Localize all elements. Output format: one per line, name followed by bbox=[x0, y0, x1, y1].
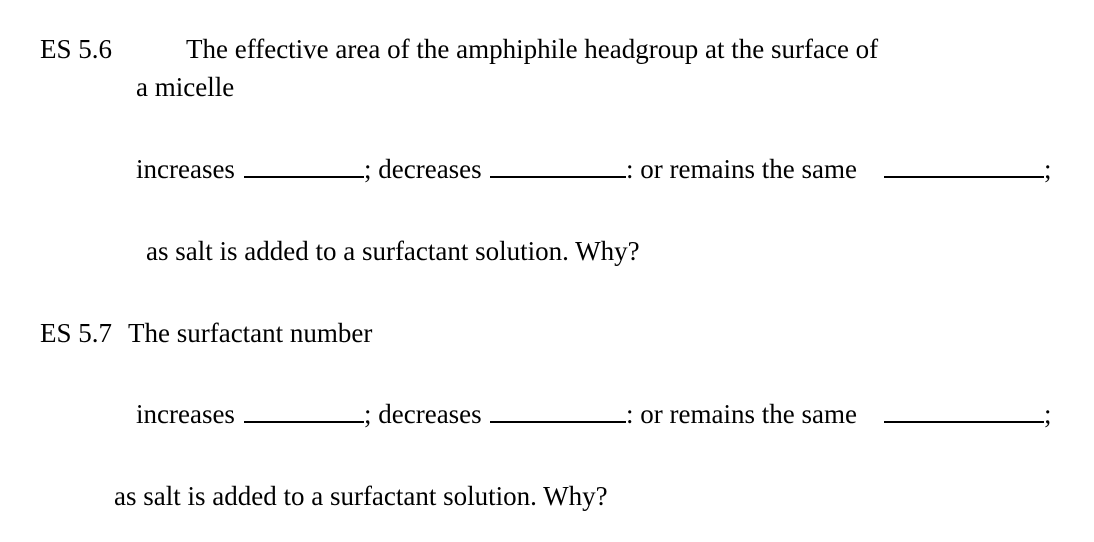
option-same-label: : or remains the same bbox=[626, 399, 857, 429]
question-5-7-title: The surfactant number bbox=[128, 318, 373, 348]
same-blank-line[interactable] bbox=[884, 421, 1044, 423]
increases-blank-line[interactable] bbox=[244, 176, 364, 178]
question-5-6-text-line2: a micelle bbox=[136, 72, 235, 102]
option-increases-label: increases bbox=[136, 154, 235, 184]
option-end-punctuation: ; bbox=[1044, 154, 1052, 184]
option-end-punctuation: ; bbox=[1044, 399, 1052, 429]
question-5-6-text-line1: The effective area of the amphiphile headgroup at the surface of bbox=[186, 34, 879, 64]
question-5-7-followup: as salt is added to a surfactant solution. Why? bbox=[114, 481, 608, 511]
option-decreases-label: ; decreases bbox=[364, 154, 482, 184]
decreases-blank-line[interactable] bbox=[490, 421, 626, 423]
same-blank-line[interactable] bbox=[884, 176, 1044, 178]
question-number-5-7: ES 5.7 bbox=[40, 318, 113, 348]
option-increases-label: increases bbox=[136, 399, 235, 429]
increases-blank-line[interactable] bbox=[244, 421, 364, 423]
question-number-5-6: ES 5.6 bbox=[40, 34, 113, 64]
question-5-6-followup: as salt is added to a surfactant solution. Why? bbox=[146, 236, 640, 266]
option-decreases-label: ; decreases bbox=[364, 399, 482, 429]
option-same-label: : or remains the same bbox=[626, 154, 857, 184]
decreases-blank-line[interactable] bbox=[490, 176, 626, 178]
